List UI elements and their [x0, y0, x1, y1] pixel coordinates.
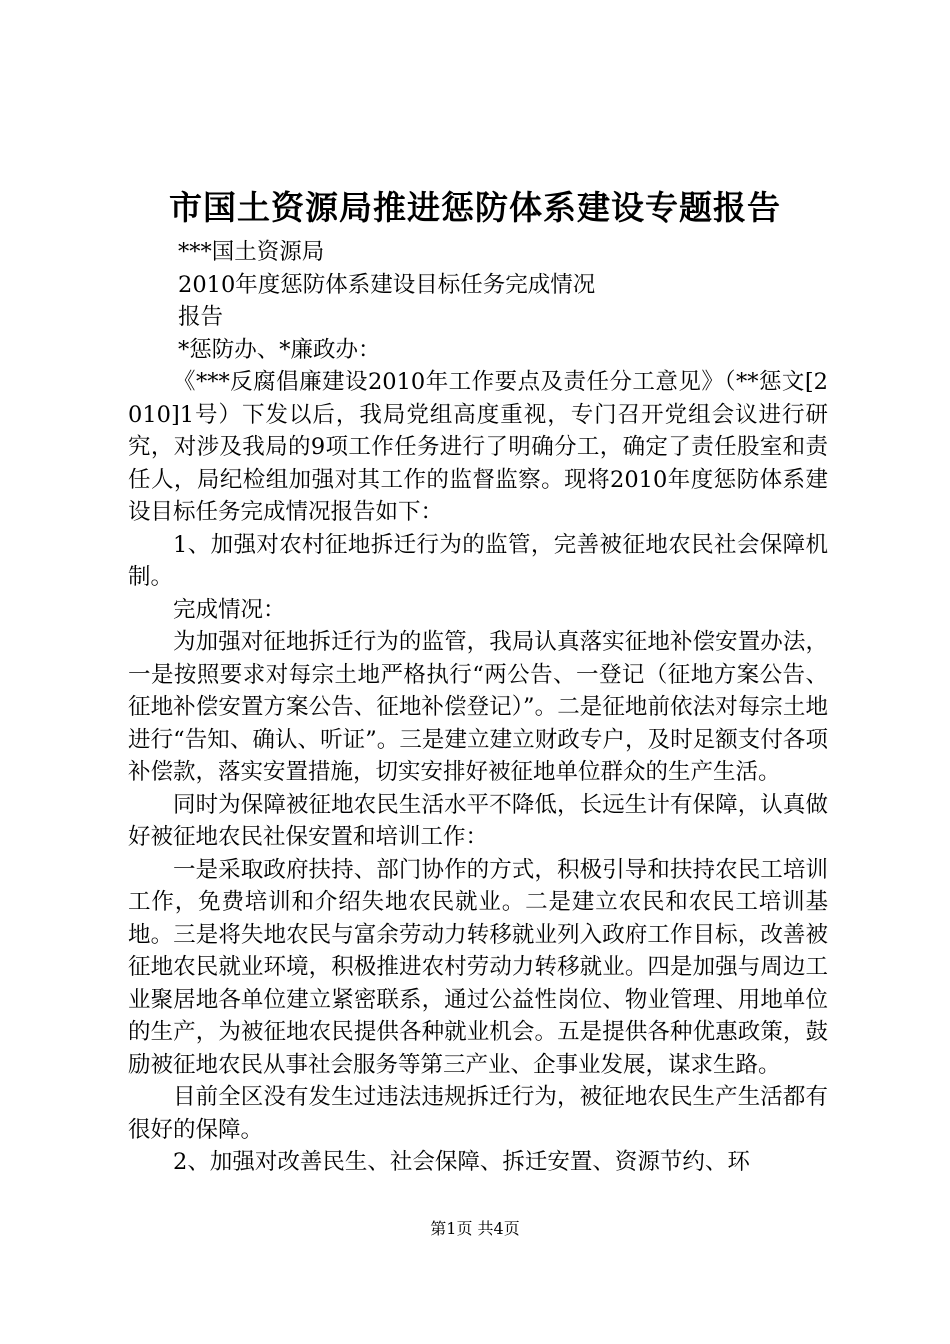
document-body [128, 236, 828, 1179]
paragraph-livelihood: 同时为保障被征地农民生活水平不降低，长远生计有保障，认真做好被征地农民社保安置和培训工作： [128, 791, 828, 850]
header-line-subject: 2010年度惩防体系建设目标任务完成情况 [178, 271, 596, 298]
header-line-bureau: ***国土资源局 [178, 239, 325, 265]
page-number-footer: 第1页 共4页 [430, 1219, 520, 1238]
paragraph-employment-measures: 一是采取政府扶持、部门协作的方式，积极引导和扶持农民工培训工作，免费培训和介绍失地农民就业。二是建立农民和农民工培训基地。三是将失地农民与富余劳动力转移就业列入政府工作目标，改善被征地农民就业环境，积极推进农村劳动力转移就业。四是加强与周边工业聚居地各单位建立紧密联系，通过公益性岗位、物业管理、用地单位的生产，为被征地农民提供各种就业机会。五是提供各种优惠政策，鼓励被征地农民从事社会服务等第三产业、企事业发展，谋求生路。 [128, 856, 828, 1078]
paragraph-item-1-heading: 1、加强对农村征地拆迁行为的监管，完善被征地农民社会保障机制。 [128, 531, 828, 590]
paragraph-intro: 《***反腐倡廉建设2010年工作要点及责任分工意见》（**惩文[2010]1号）下发以后，我局党组高度重视，专门召开党组会议进行研究，对涉及我局的9项工作任务进行了明确分工，确定了责任股室和责任人，局纪检组加强对其工作的监督监察。现将2010年度惩防体系建设目标任务完成情况报告如下： [128, 369, 828, 525]
document-title: 市国土资源局推进惩防体系建设专题报告 [169, 188, 781, 227]
header-line-report: 报告 [178, 304, 224, 330]
paragraph-item-2-heading: 2、加强对改善民生、社会保障、拆迁安置、资源节约、环 [173, 1149, 750, 1175]
paragraph-result: 目前全区没有发生过违法违规拆迁行为，被征地农民生产生活都有很好的保障。 [128, 1084, 828, 1143]
paragraph-supervision: 为加强对征地拆迁行为的监管，我局认真落实征地补偿安置办法，一是按照要求对每宗土地严格执行“两公告、一登记（征地方案公告、征地补偿安置方案公告、征地补偿登记）”。二是征地前依法对每宗土地进行“告知、确认、听证”。三是建立建立财政专户，及时足额支付各项补偿款，落实安置措施，切实安排好被征地单位群众的生产生活。 [128, 629, 828, 785]
header-line-recipient: *惩防办、*廉政办： [178, 336, 381, 363]
paragraph-completion-label: 完成情况： [173, 596, 286, 623]
